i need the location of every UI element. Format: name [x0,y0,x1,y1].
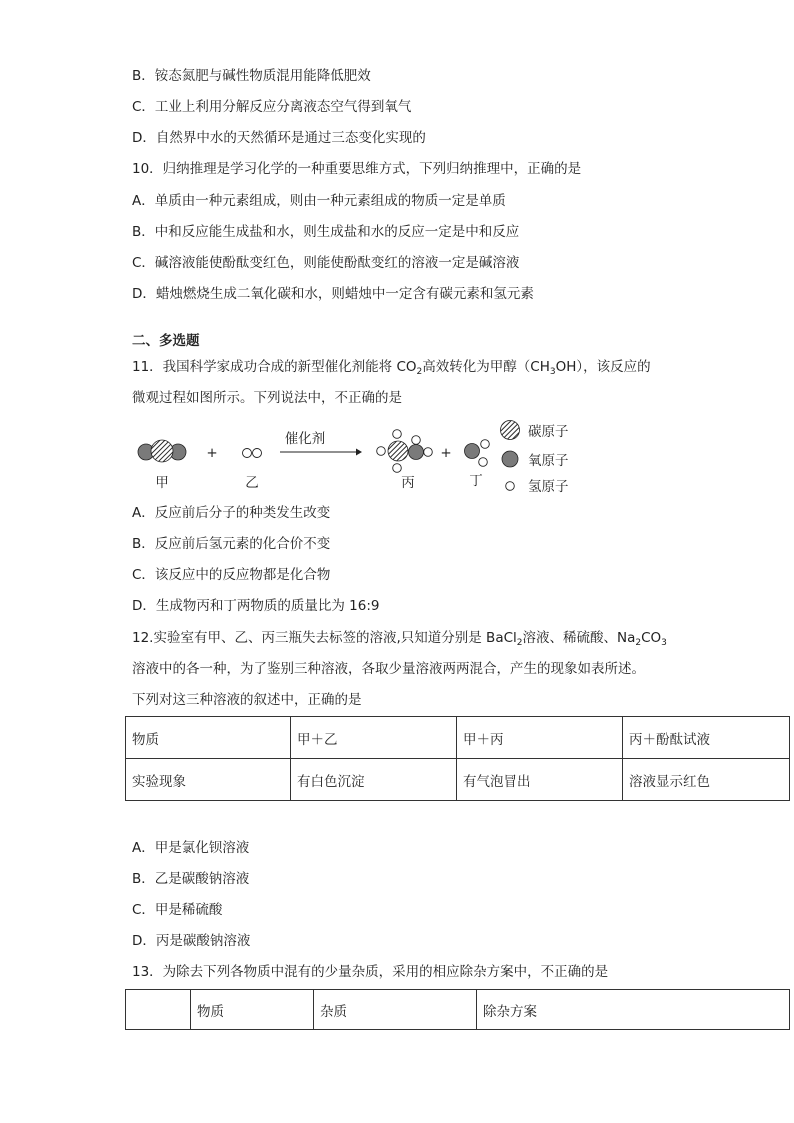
table-cell: 有气泡冒出 [457,759,623,801]
q9-option-d: D．自然界中水的天然循环是通过三态变化实现的 [132,130,426,146]
q12-stem-line1: 12.实验室有甲、乙、丙三瓶失去标签的溶液,只知道分别是 BaCl$_2$溶液、稀硫酸、$Na_2CO_3$ [132,630,667,648]
legend-carbon [501,421,569,441]
q11-option-c: C．该反应中的反应物都是化合物 [132,567,331,583]
q12-stem-line3: 下列对这三种溶液的叙述中，正确的是 [132,692,362,708]
table-cell: 物质 [191,990,314,1030]
legend-carbon-label: 碳原子 [528,424,569,440]
q9-option-b: B．铵态氮肥与碱性物质混用能降低肥效 [132,68,371,84]
q11-stem-line2: 微观过程如图所示。下列说法中，不正确的是 [132,390,402,406]
label-jia: 甲 [155,475,169,491]
q11-option-b: B．反应前后氢元素的化合价不变 [132,536,331,552]
reaction-arrow-icon [280,449,362,456]
q13-stem: 13．为除去下列各物质中混有的少量杂质，采用的相应除杂方案中，不正确的是 [132,964,609,980]
section-title-multi-choice: 二、多选题 [132,333,200,349]
q10-option-b: B．中和反应能生成盐和水，则生成盐和水的反应一定是中和反应 [132,224,520,240]
legend-oxygen [502,451,569,469]
molecule-jia [138,440,186,462]
q10-stem: 10．归纳推理是学习化学的一种重要思维方式，下列归纳推理中，正确的是 [132,161,582,177]
table-cell: 甲＋丙 [457,717,623,759]
table-cell: 物质 [126,717,291,759]
table-cell: 甲＋乙 [291,717,457,759]
q12-experiment-table [125,716,790,801]
table-cell: 杂质 [314,990,477,1030]
table-cell: 有白色沉淀 [291,759,457,801]
table-header-row [126,717,790,759]
table-row [126,759,790,801]
legend-oxygen-label: 氧原子 [528,453,569,469]
table-cell: 丙＋酚酞试液 [623,717,790,759]
plus-sign-1: + [206,445,218,461]
q11-stem-line1: 11．我国科学家成功合成的新型催化剂能将 $CO_2$高效转化为甲醇$(CH_3OH)$，该反应的 [132,359,651,377]
label-ding: 丁 [469,473,483,489]
table-cell: 溶液显示红色 [623,759,790,801]
table-cell: 除杂方案 [477,990,790,1030]
molecule-yi [243,449,262,458]
plus-sign-2: + [440,445,452,461]
table-cell [126,990,191,1030]
label-bing: 丙 [401,475,415,491]
table-header-row [126,990,790,1030]
label-yi: 乙 [245,475,259,491]
q11-option-d: D．生成物丙和丁两物质的质量比为 16:9 [132,598,380,614]
q11-option-a: A．反应前后分子的种类发生改变 [132,505,331,521]
catalyst-label: 催化剂 [284,431,326,447]
q10-option-c: C．碱溶液能使酚酞变红色，则能使酚酞变红的溶液一定是碱溶液 [132,255,520,271]
molecule-bing [377,430,433,473]
q12-option-d: D．丙是碳酸钠溶液 [132,933,251,949]
molecule-ding [465,440,490,467]
q13-purification-table [125,989,790,1030]
q12-option-a: A．甲是氯化钡溶液 [132,840,250,856]
q9-option-c: C．工业上利用分解反应分离液态空气得到氧气 [132,99,412,115]
reaction-micro-diagram [132,418,602,500]
legend-hydrogen [506,479,569,495]
q10-option-d: D．蜡烛燃烧生成二氧化碳和水，则蜡烛中一定含有碳元素和氢元素 [132,286,534,302]
legend-hydrogen-label: 氢原子 [528,479,569,495]
q12-option-b: B．乙是碳酸钠溶液 [132,871,250,887]
q12-option-c: C．甲是稀硫酸 [132,902,223,918]
table-cell: 实验现象 [126,759,291,801]
q12-stem-line2: 溶液中的各一种，为了鉴别三种溶液，各取少量溶液两两混合，产生的现象如表所述。 [132,661,645,677]
q10-option-a: A．单质由一种元素组成，则由一种元素组成的物质一定是单质 [132,193,506,209]
